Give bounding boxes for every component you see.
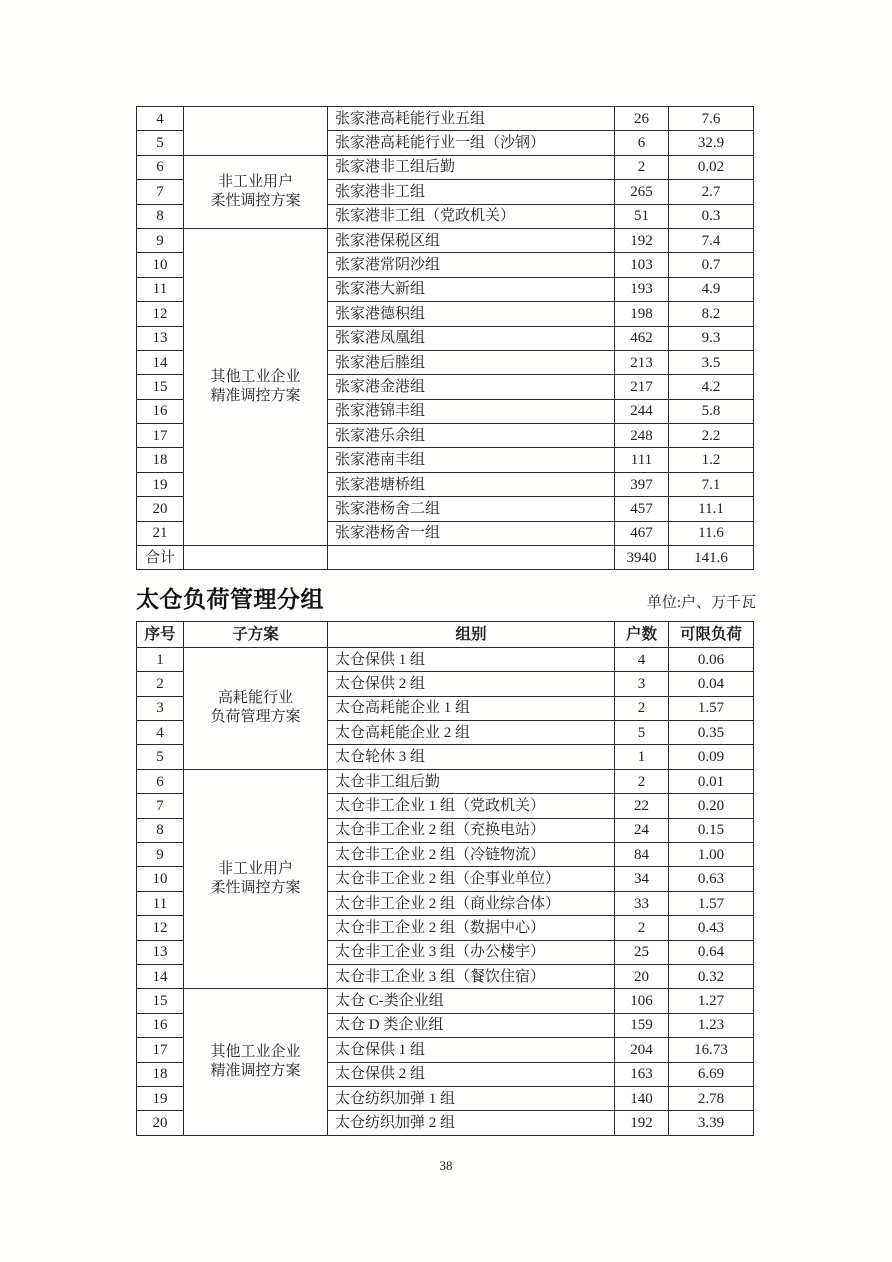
col-header-seq: 序号 xyxy=(137,622,184,648)
load-cell: 2.2 xyxy=(669,424,754,448)
load-cell: 0.3 xyxy=(669,204,754,228)
group-name-cell: 太仓非工企业 3 组（办公楼宇） xyxy=(328,940,615,964)
households-cell: 244 xyxy=(615,399,669,423)
households-cell: 111 xyxy=(615,448,669,472)
group-name-cell: 太仓非工企业 2 组（商业综合体） xyxy=(328,891,615,915)
group-name-cell: 张家港塘桥组 xyxy=(328,472,615,496)
seq-cell: 12 xyxy=(137,916,184,940)
load-cell: 3.39 xyxy=(669,1111,754,1135)
load-cell: 1.57 xyxy=(669,891,754,915)
load-cell: 0.64 xyxy=(669,940,754,964)
households-cell: 26 xyxy=(615,107,669,131)
group-name-cell: 太仓非工企业 2 组（充换电站） xyxy=(328,818,615,842)
taicang-load-table xyxy=(136,621,754,1135)
seq-cell: 1 xyxy=(137,647,184,671)
seq-cell: 19 xyxy=(137,472,184,496)
seq-cell: 2 xyxy=(137,672,184,696)
load-cell: 0.20 xyxy=(669,794,754,818)
households-cell: 51 xyxy=(615,204,669,228)
zhangjiagang-table-body xyxy=(137,107,754,570)
households-cell: 6 xyxy=(615,131,669,155)
seq-cell: 6 xyxy=(137,155,184,179)
seq-cell: 17 xyxy=(137,1038,184,1062)
households-cell: 140 xyxy=(615,1086,669,1110)
total-row xyxy=(137,546,754,570)
seq-cell: 9 xyxy=(137,228,184,252)
group-name-cell: 张家港非工组 xyxy=(328,180,615,204)
households-cell: 2 xyxy=(615,769,669,793)
table-row xyxy=(137,647,754,671)
group-name-cell: 太仓纺织加弹 1 组 xyxy=(328,1086,615,1110)
table-row xyxy=(137,769,754,793)
households-cell: 192 xyxy=(615,1111,669,1135)
load-cell: 0.63 xyxy=(669,867,754,891)
subplan-cell: 其他工业企业 精准调控方案 xyxy=(184,228,328,545)
households-cell: 33 xyxy=(615,891,669,915)
group-name-cell: 太仓 C-类企业组 xyxy=(328,989,615,1013)
group-name-cell: 太仓非工企业 1 组（党政机关） xyxy=(328,794,615,818)
seq-cell: 4 xyxy=(137,107,184,131)
load-cell: 11.6 xyxy=(669,521,754,545)
section-header xyxy=(136,581,756,614)
table-row xyxy=(137,155,754,179)
group-name-cell: 张家港非工组（党政机关） xyxy=(328,204,615,228)
households-cell: 103 xyxy=(615,253,669,277)
zhangjiagang-load-table xyxy=(136,106,754,570)
households-cell: 3 xyxy=(615,672,669,696)
group-name-cell: 张家港保税区组 xyxy=(328,228,615,252)
households-cell: 265 xyxy=(615,180,669,204)
seq-cell: 7 xyxy=(137,180,184,204)
households-cell: 213 xyxy=(615,350,669,374)
seq-cell: 10 xyxy=(137,253,184,277)
group-name-cell: 太仓非工企业 2 组（冷链物流） xyxy=(328,843,615,867)
seq-cell: 11 xyxy=(137,277,184,301)
load-cell: 7.6 xyxy=(669,107,754,131)
load-cell: 3.5 xyxy=(669,350,754,374)
households-cell: 193 xyxy=(615,277,669,301)
seq-cell: 13 xyxy=(137,940,184,964)
table-header-row xyxy=(137,622,754,648)
group-name-cell: 张家港南丰组 xyxy=(328,448,615,472)
table-row xyxy=(137,989,754,1013)
load-cell: 11.1 xyxy=(669,497,754,521)
load-cell: 0.04 xyxy=(669,672,754,696)
seq-cell: 21 xyxy=(137,521,184,545)
group-name-cell: 张家港高耗能行业五组 xyxy=(328,107,615,131)
group-name-cell: 太仓高耗能企业 1 组 xyxy=(328,696,615,720)
load-cell: 2.7 xyxy=(669,180,754,204)
households-cell: 1 xyxy=(615,745,669,769)
total-label-cell: 合计 xyxy=(137,546,184,570)
group-name-cell: 太仓 D 类企业组 xyxy=(328,1013,615,1037)
group-name-cell: 张家港杨舍一组 xyxy=(328,521,615,545)
households-cell: 4 xyxy=(615,647,669,671)
table-row xyxy=(137,107,754,131)
seq-cell: 13 xyxy=(137,326,184,350)
seq-cell: 8 xyxy=(137,204,184,228)
load-cell: 0.01 xyxy=(669,769,754,793)
seq-cell: 20 xyxy=(137,497,184,521)
page-number: 38 xyxy=(439,1157,453,1173)
households-cell: 84 xyxy=(615,843,669,867)
col-header-load: 可限负荷 xyxy=(669,622,754,648)
seq-cell: 10 xyxy=(137,867,184,891)
load-cell: 2.78 xyxy=(669,1086,754,1110)
group-name-cell: 张家港锦丰组 xyxy=(328,399,615,423)
households-cell: 248 xyxy=(615,424,669,448)
group-name-cell: 太仓保供 2 组 xyxy=(328,672,615,696)
load-cell: 8.2 xyxy=(669,302,754,326)
col-header-households: 户数 xyxy=(615,622,669,648)
group-name-cell: 张家港德积组 xyxy=(328,302,615,326)
load-cell: 1.27 xyxy=(669,989,754,1013)
group-name-cell: 张家港金港组 xyxy=(328,375,615,399)
group-name-cell: 太仓保供 2 组 xyxy=(328,1062,615,1086)
households-cell: 34 xyxy=(615,867,669,891)
group-name-cell: 太仓纺织加弹 2 组 xyxy=(328,1111,615,1135)
group-name-cell: 张家港高耗能行业一组（沙钢） xyxy=(328,131,615,155)
seq-cell: 15 xyxy=(137,375,184,399)
seq-cell: 4 xyxy=(137,721,184,745)
subplan-cell: 非工业用户 柔性调控方案 xyxy=(184,769,328,989)
households-cell: 163 xyxy=(615,1062,669,1086)
group-name-cell: 太仓非工企业 3 组（餐饮住宿） xyxy=(328,965,615,989)
load-cell: 4.2 xyxy=(669,375,754,399)
load-cell: 9.3 xyxy=(669,326,754,350)
group-name-cell: 太仓保供 1 组 xyxy=(328,647,615,671)
households-cell: 198 xyxy=(615,302,669,326)
unit-label: 单位:户、万千瓦 xyxy=(646,595,756,612)
seq-cell: 14 xyxy=(137,965,184,989)
households-cell: 204 xyxy=(615,1038,669,1062)
subplan-cell: 非工业用户 柔性调控方案 xyxy=(184,155,328,228)
taicang-table-body xyxy=(137,647,754,1135)
households-cell: 397 xyxy=(615,472,669,496)
subplan-cell xyxy=(184,107,328,156)
subplan-cell: 其他工业企业 精准调控方案 xyxy=(184,989,328,1135)
seq-cell: 11 xyxy=(137,891,184,915)
group-name-cell: 张家港常阴沙组 xyxy=(328,253,615,277)
seq-cell: 17 xyxy=(137,424,184,448)
col-header-group: 组别 xyxy=(328,622,615,648)
group-name-cell: 太仓非工企业 2 组（企事业单位） xyxy=(328,867,615,891)
total-subplan-cell xyxy=(184,546,328,570)
group-name-cell: 太仓非工组后勤 xyxy=(328,769,615,793)
load-cell: 0.7 xyxy=(669,253,754,277)
load-cell: 0.15 xyxy=(669,818,754,842)
col-header-subplan: 子方案 xyxy=(184,622,328,648)
load-cell: 0.02 xyxy=(669,155,754,179)
seq-cell: 19 xyxy=(137,1086,184,1110)
households-cell: 5 xyxy=(615,721,669,745)
households-cell: 457 xyxy=(615,497,669,521)
seq-cell: 3 xyxy=(137,696,184,720)
households-cell: 2 xyxy=(615,916,669,940)
load-cell: 4.9 xyxy=(669,277,754,301)
load-cell: 32.9 xyxy=(669,131,754,155)
households-cell: 2 xyxy=(615,155,669,179)
seq-cell: 9 xyxy=(137,843,184,867)
load-cell: 5.8 xyxy=(669,399,754,423)
load-cell: 0.35 xyxy=(669,721,754,745)
load-cell: 1.57 xyxy=(669,696,754,720)
seq-cell: 20 xyxy=(137,1111,184,1135)
group-name-cell: 太仓保供 1 组 xyxy=(328,1038,615,1062)
load-cell: 0.06 xyxy=(669,647,754,671)
households-cell: 20 xyxy=(615,965,669,989)
seq-cell: 16 xyxy=(137,1013,184,1037)
section-title: 太仓负荷管理分组 xyxy=(136,586,324,613)
households-cell: 467 xyxy=(615,521,669,545)
total-name-cell xyxy=(328,546,615,570)
seq-cell: 12 xyxy=(137,302,184,326)
seq-cell: 14 xyxy=(137,350,184,374)
load-cell: 7.4 xyxy=(669,228,754,252)
group-name-cell: 张家港乐余组 xyxy=(328,424,615,448)
load-cell: 0.43 xyxy=(669,916,754,940)
households-cell: 24 xyxy=(615,818,669,842)
seq-cell: 15 xyxy=(137,989,184,1013)
households-cell: 22 xyxy=(615,794,669,818)
group-name-cell: 太仓非工企业 2 组（数据中心） xyxy=(328,916,615,940)
load-cell: 16.73 xyxy=(669,1038,754,1062)
seq-cell: 5 xyxy=(137,131,184,155)
seq-cell: 5 xyxy=(137,745,184,769)
seq-cell: 6 xyxy=(137,769,184,793)
load-cell: 1.23 xyxy=(669,1013,754,1037)
subplan-cell: 高耗能行业 负荷管理方案 xyxy=(184,647,328,769)
group-name-cell: 张家港后塍组 xyxy=(328,350,615,374)
load-cell: 6.69 xyxy=(669,1062,754,1086)
group-name-cell: 张家港非工组后勤 xyxy=(328,155,615,179)
group-name-cell: 太仓高耗能企业 2 组 xyxy=(328,721,615,745)
total-load-cell: 141.6 xyxy=(669,546,754,570)
group-name-cell: 张家港凤凰组 xyxy=(328,326,615,350)
load-cell: 1.00 xyxy=(669,843,754,867)
load-cell: 1.2 xyxy=(669,448,754,472)
table-row xyxy=(137,228,754,252)
seq-cell: 18 xyxy=(137,1062,184,1086)
seq-cell: 8 xyxy=(137,818,184,842)
total-households-cell: 3940 xyxy=(615,546,669,570)
households-cell: 106 xyxy=(615,989,669,1013)
households-cell: 2 xyxy=(615,696,669,720)
households-cell: 192 xyxy=(615,228,669,252)
group-name-cell: 太仓轮休 3 组 xyxy=(328,745,615,769)
households-cell: 217 xyxy=(615,375,669,399)
households-cell: 462 xyxy=(615,326,669,350)
households-cell: 159 xyxy=(615,1013,669,1037)
load-cell: 0.32 xyxy=(669,965,754,989)
group-name-cell: 张家港大新组 xyxy=(328,277,615,301)
households-cell: 25 xyxy=(615,940,669,964)
load-cell: 0.09 xyxy=(669,745,754,769)
seq-cell: 16 xyxy=(137,399,184,423)
load-cell: 7.1 xyxy=(669,472,754,496)
seq-cell: 18 xyxy=(137,448,184,472)
seq-cell: 7 xyxy=(137,794,184,818)
group-name-cell: 张家港杨舍二组 xyxy=(328,497,615,521)
